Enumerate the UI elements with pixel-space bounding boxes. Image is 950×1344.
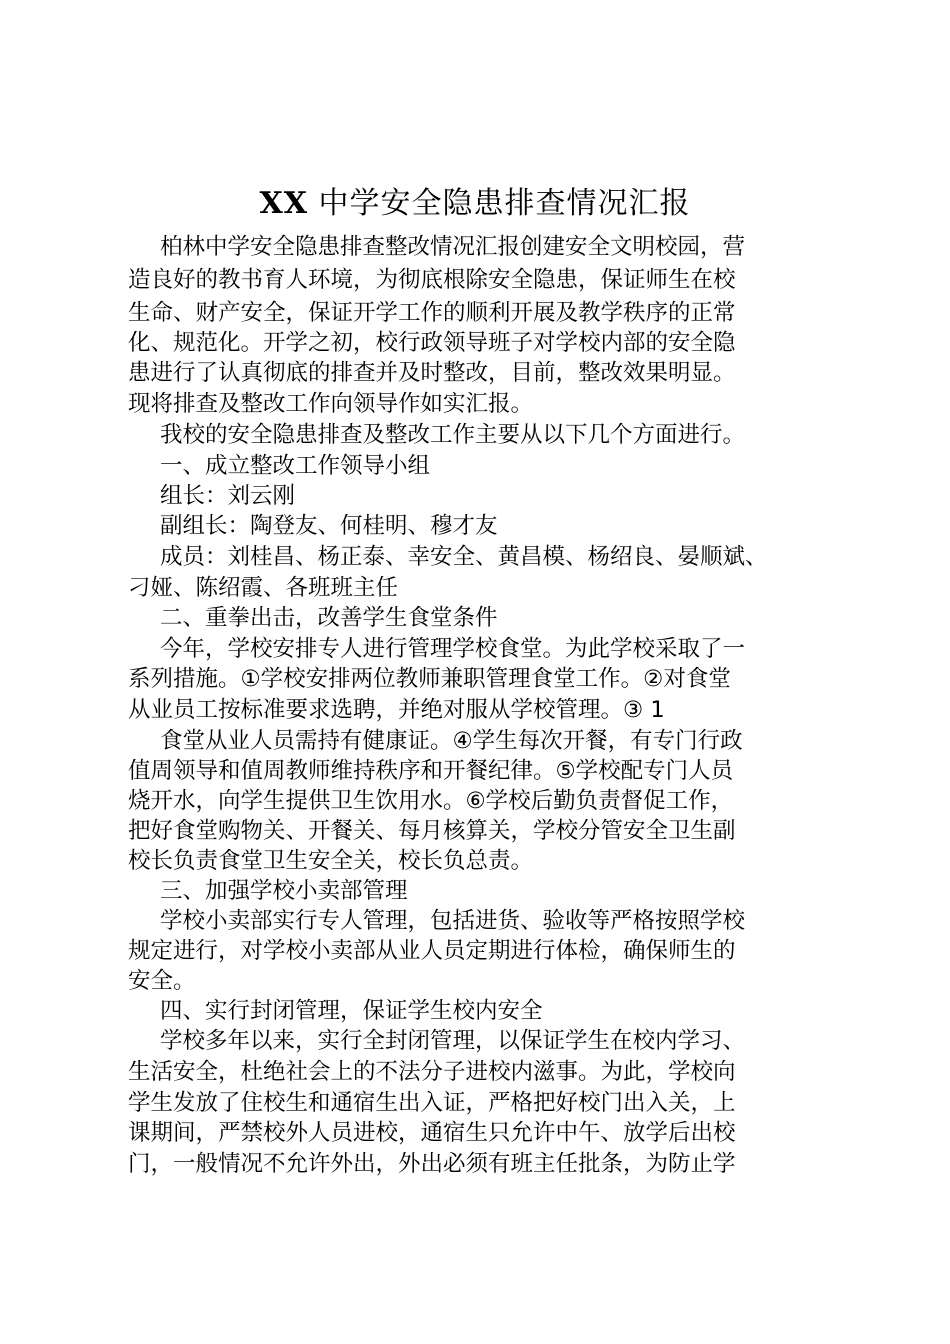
body-line: 现将排查及整改工作向领导作如实汇报。 [128, 391, 534, 417]
body-line: 生活安全，杜绝社会上的不法分子进校内滋事。为此，学校向 [128, 1059, 736, 1085]
body-line: 生命、财产安全，保证开学工作的顺利开展及教学秩序的正常 [128, 300, 736, 326]
body-line: 我校的安全隐患排查及整改工作主要从以下几个方面进行。 [160, 422, 746, 448]
body-line: 组长：刘云刚 [160, 483, 296, 509]
body-line: 校长负责食堂卫生安全关，校长负总责。 [128, 848, 534, 874]
body-line: 患进行了认真彻底的排查并及时整改，目前，整改效果明显。 [128, 360, 736, 386]
body-line: 柏林中学安全隐患排查整改情况汇报创建安全文明校园，营 [160, 234, 746, 260]
body-line: 化、规范化。开学之初，校行政领导班子对学校内部的安全隐 [128, 330, 736, 356]
body-line: 课期间，严禁校外人员进校，通宿生只允许中午、放学后出校 [128, 1120, 736, 1146]
body-line: 食堂从业人员需持有健康证。④学生每次开餐，有专门行政 [160, 728, 743, 754]
section-heading: 四、实行封闭管理，保证学生校内安全 [160, 998, 543, 1024]
body-line: 成员：刘桂昌、杨正泰、幸安全、黄昌模、杨绍良、晏顺斌、 [160, 544, 768, 570]
document-title-text: 中学安全隐患排查情况汇报 [308, 186, 691, 221]
document-title-prefix: XX [259, 186, 308, 221]
section-heading: 三、加强学校小卖部管理 [160, 878, 408, 904]
body-line: 把好食堂购物关、开餐关、每月核算关，学校分管安全卫生副 [128, 818, 736, 844]
body-line: 刁娅、陈绍霞、各班班主任 [128, 575, 399, 601]
document-title [0, 182, 950, 226]
body-line: 今年，学校安排专人进行管理学校食堂。为此学校采取了一 [160, 636, 746, 662]
body-line: 门，一般情况不允许外出，外出必须有班主任批条，为防止学 [128, 1151, 736, 1177]
body-line: 学校小卖部实行专人管理，包括进货、验收等严格按照学校 [160, 908, 746, 934]
body-line: 安全。 [128, 968, 196, 994]
body-line: 烧开水，向学生提供卫生饮用水。⑥学校后勤负责督促工作， [128, 788, 734, 814]
body-line: 规定进行，对学校小卖部从业人员定期进行体检，确保师生的 [128, 938, 736, 964]
section-heading: 一、成立整改工作领导小组 [160, 453, 431, 479]
body-line: 学校多年以来，实行全封闭管理，以保证学生在校内学习、 [160, 1028, 746, 1054]
body-line: 系列措施。①学校安排两位教师兼职管理食堂工作。②对食堂 [128, 666, 731, 692]
section-heading: 二、重拳出击，改善学生食堂条件 [160, 605, 498, 631]
body-line: 学生发放了住校生和通宿生出入证，严格把好校门出入关，上 [128, 1090, 736, 1116]
body-line: 值周领导和值周教师维持秩序和开餐纪律。⑤学校配专门人员 [128, 758, 734, 784]
body-line: 从业员工按标准要求选聘，并绝对服从学校管理。③ 1 [128, 697, 665, 723]
body-line: 造良好的教书育人环境，为彻底根除安全隐患，保证师生在校 [128, 267, 736, 293]
body-line: 副组长：陶登友、何桂明、穆才友 [160, 513, 498, 539]
